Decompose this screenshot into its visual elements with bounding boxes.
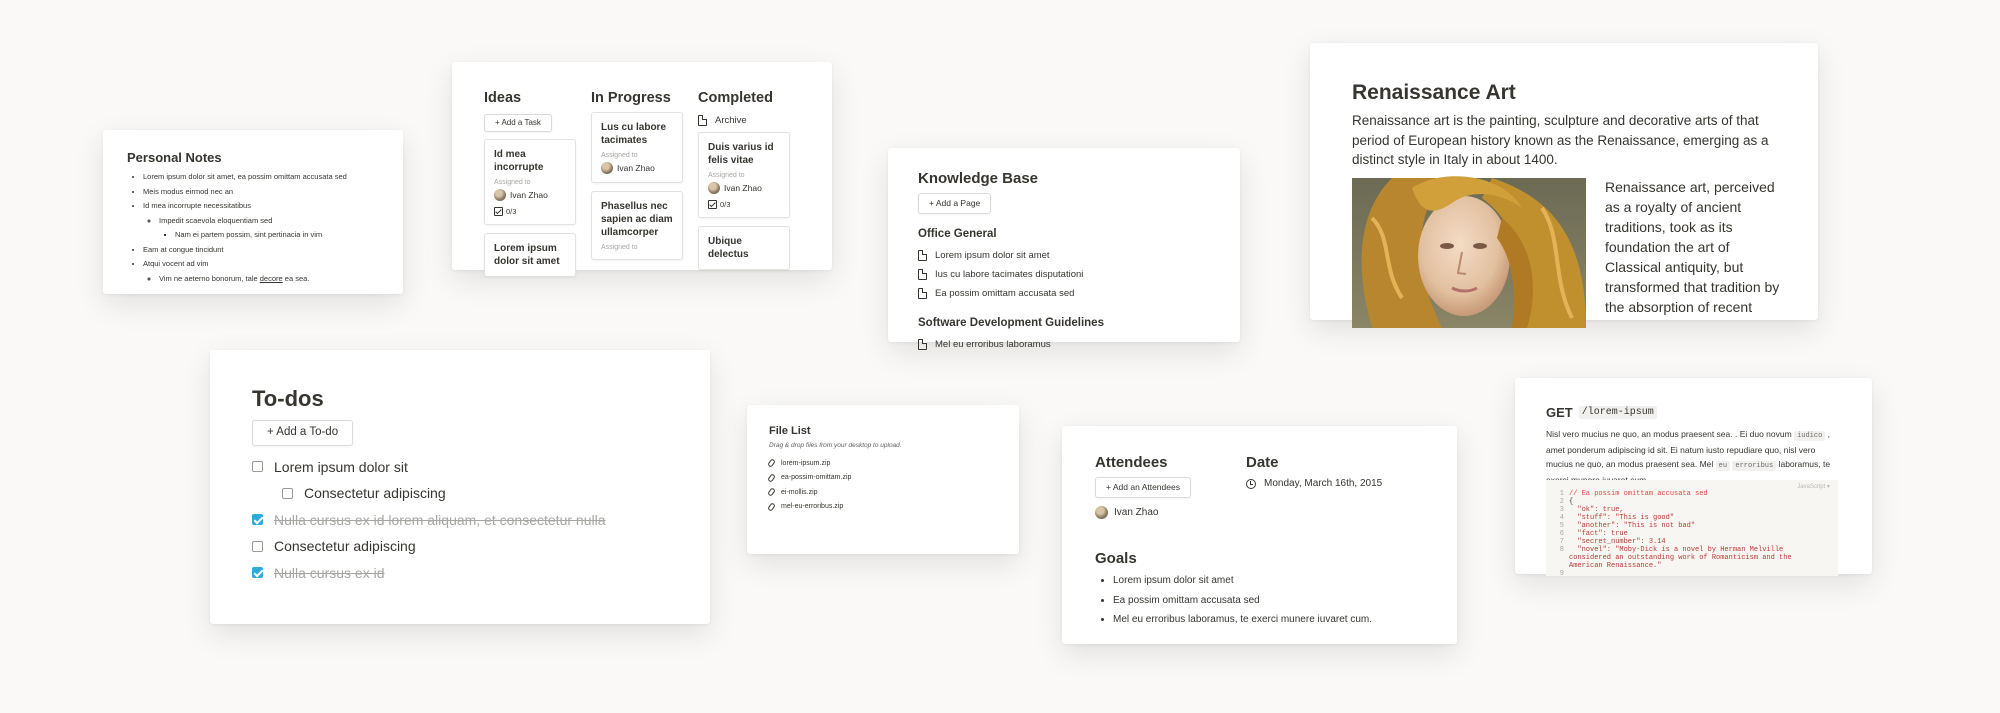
- code-line: American Renaissance.": [1569, 562, 1662, 570]
- assignee: Ivan Zhao: [708, 182, 780, 194]
- task-title: Duis varius id felis vitae: [708, 142, 774, 166]
- task-title: Ubique delectus: [708, 236, 749, 260]
- todo-text[interactable]: Nulla cursus ex id lorem aliquam, et consectetur nulla: [274, 511, 606, 528]
- date-value[interactable]: Monday, March 16th, 2015: [1246, 478, 1382, 489]
- meeting-notes-card: [1062, 426, 1457, 644]
- section-title: Office General: [918, 227, 997, 240]
- list-item: • Ea possim omittam accusata sed: [1113, 591, 1425, 611]
- checkbox-icon: [708, 200, 717, 209]
- file-list-card: [747, 405, 1019, 554]
- checklist-count: 0/3: [708, 200, 780, 209]
- todo-checkbox[interactable]: [282, 488, 293, 499]
- task-card[interactable]: [484, 139, 576, 225]
- date-title: Date: [1246, 454, 1279, 471]
- todo-text[interactable]: Consectetur adipiscing: [304, 485, 446, 502]
- add-task-button[interactable]: + Add a Task: [484, 114, 552, 132]
- goals-section: [1095, 550, 1425, 630]
- task-title: Lorem ipsum dolor sit amet: [494, 243, 560, 267]
- task-card[interactable]: [591, 191, 683, 260]
- assignee: Ivan Zhao: [494, 189, 566, 201]
- column-title: In Progress: [591, 90, 671, 106]
- todo-text[interactable]: Nulla cursus ex id: [274, 564, 385, 581]
- code-line: 3 "ok": true,: [1559, 506, 1624, 514]
- code-line: 6 "fact": true: [1559, 530, 1628, 538]
- task-title: Lus cu labore tacimates: [601, 122, 667, 146]
- todo-text[interactable]: Lorem ipsum dolor sit: [274, 458, 408, 475]
- todos-card: [210, 350, 710, 624]
- add-page-button[interactable]: + Add a Page: [918, 193, 991, 214]
- checkbox-icon: [494, 207, 503, 216]
- kanban-column-completed: [698, 90, 790, 278]
- upload-hint: Drag & drop files from your desktop to upload.: [769, 442, 902, 449]
- personal-notes-card: [103, 130, 403, 294]
- assignee: Ivan Zhao: [601, 162, 673, 174]
- code-line: 9: [1559, 570, 1564, 578]
- article-lead: Renaissance art is the painting, sculpture and decorative arts of that period of European history known as the Renaissance, emerging as a distinct style in Italy in about 1400.: [1352, 113, 1769, 167]
- page-icon: [918, 250, 927, 261]
- list-item: • Eam at congue tincidunt: [143, 243, 379, 258]
- add-todo-button[interactable]: + Add a To-do: [252, 420, 353, 446]
- archive-link[interactable]: Archive: [698, 112, 790, 128]
- notes-list: [127, 170, 379, 286]
- list-item: • Meis modus eirmod nec an: [143, 185, 379, 200]
- paperclip-icon: [767, 459, 776, 468]
- page-icon: [698, 115, 707, 126]
- article-column-text: Renaissance art, perceived as a royalty of ancient traditions, took as its foundation the art of Classical antiquity, but transformed that tradition by the absorption of recent: [1605, 179, 1780, 315]
- code-block: [1546, 480, 1838, 576]
- code-line: 7 "secret_number": 3.14: [1559, 538, 1666, 546]
- task-card[interactable]: [698, 226, 790, 270]
- page-link[interactable]: Ius cu labore tacimates disputationi: [918, 265, 1210, 284]
- kb-title: Knowledge Base: [918, 170, 1039, 187]
- page-icon: [918, 269, 927, 280]
- paperclip-icon: [767, 502, 776, 511]
- attendees-title: Attendees: [1095, 454, 1168, 471]
- list-item: ◦ Impedit scaevola eloquentiam sed ▪ Nam ei partem possim, sint pertinacia in vim: [159, 214, 379, 243]
- assigned-label: Assigned to: [601, 244, 638, 251]
- goals-list: [1095, 571, 1425, 630]
- page-link[interactable]: Mel eu erroribus laboramus: [918, 335, 1210, 354]
- todo-text[interactable]: Consectetur adipiscing: [274, 538, 416, 555]
- avatar: [1095, 506, 1108, 519]
- http-method: GET: [1546, 405, 1573, 420]
- task-title: Id mea incorrupte: [494, 149, 544, 173]
- api-docs-card: [1515, 378, 1872, 578]
- file-item[interactable]: ei-mollis.zip: [769, 485, 997, 500]
- todo-checkbox-checked[interactable]: [252, 514, 263, 525]
- todo-checkbox-checked[interactable]: [252, 567, 263, 578]
- column-title: Ideas: [484, 90, 522, 106]
- file-item[interactable]: mel-eu-erroribus.zip: [769, 500, 997, 515]
- code-line: 4 "stuff": "This is good": [1559, 514, 1675, 522]
- file-item[interactable]: ea-possim-omittam.zip: [769, 471, 997, 486]
- avatar: [708, 182, 720, 194]
- endpoint-header: [1546, 405, 1841, 420]
- personal-notes-title: Personal Notes: [127, 150, 222, 165]
- assigned-label: Assigned to: [601, 152, 638, 159]
- page-icon: [918, 288, 927, 299]
- file-item[interactable]: lorem-ipsum.zip: [769, 456, 997, 471]
- todo-item: [252, 560, 668, 587]
- todo-item: [252, 480, 668, 507]
- section-title: Software Development Guidelines: [918, 316, 1104, 329]
- language-selector[interactable]: JavaScript ▾: [1797, 484, 1830, 490]
- renaissance-art-card: [1310, 43, 1818, 320]
- file-list-title: File List: [769, 425, 811, 437]
- list-item: • Mel eu erroribus laboramus, te exerci munere iuvaret cum.: [1113, 610, 1425, 630]
- code-line: 5 "another": "This is not bad": [1559, 522, 1696, 530]
- task-card[interactable]: [591, 112, 683, 183]
- todo-item: [252, 507, 668, 534]
- date-section: [1246, 454, 1382, 489]
- page-link[interactable]: Lorem ipsum dolor sit amet: [918, 246, 1210, 265]
- paperclip-icon: [767, 488, 776, 497]
- list-item: • Atqui vocent ad vim ◦ Vim ne aeterno bonorum, tale decore ea sea.: [143, 257, 379, 286]
- list-item: • Lorem ipsum dolor sit amet: [1113, 571, 1425, 591]
- avatar: [494, 189, 506, 201]
- endpoint-description: Nisl vero mucius ne quo, an modus praesent sea. . Ei duo novum iudico , amet ponderum adipiscing id sit. Ei natum iusto repudiare quo, nisl vero mucius ne quo, an modus praesent sea. Mel eu erroribus laboramus, te: [1546, 429, 1831, 470]
- list-item: ◦ Vim ne aeterno bonorum, tale decore ea sea.: [159, 272, 379, 287]
- todos-title: To-dos: [252, 386, 324, 411]
- task-card[interactable]: [698, 132, 790, 218]
- kanban-column-in-progress: [591, 90, 683, 268]
- code-line: considered an outstanding work of Romanticism and the: [1569, 554, 1792, 562]
- article-title: Renaissance Art: [1352, 81, 1516, 104]
- clock-icon: [1246, 479, 1256, 489]
- kanban-board-card: [452, 62, 832, 270]
- column-title: Completed: [698, 90, 773, 106]
- list-item: ▪ Nam ei partem possim, sint pertinacia in vim: [175, 228, 379, 243]
- todo-checkbox[interactable]: [252, 541, 263, 552]
- page-link[interactable]: Ea possim omittam accusata sed: [918, 284, 1210, 303]
- venus-painting-image: [1352, 178, 1586, 328]
- avatar: [601, 162, 613, 174]
- paperclip-icon: [767, 473, 776, 482]
- task-title: Phasellus nec sapien ac diam ullamcorper: [601, 201, 673, 238]
- todo-item: [252, 454, 668, 481]
- page-icon: [918, 339, 927, 350]
- assigned-label: Assigned to: [708, 172, 745, 179]
- list-item: • Id mea incorrupte necessitatibus ◦ Impedit scaevola eloquentiam sed ▪ Nam ei partem possim, sint pertinacia in vim: [143, 199, 379, 243]
- attendee[interactable]: Ivan Zhao: [1095, 506, 1191, 519]
- kanban-column-ideas: [484, 90, 576, 285]
- add-attendee-button[interactable]: + Add an Attendees: [1095, 477, 1191, 498]
- todo-item: [252, 533, 668, 560]
- checklist-count: 0/3: [494, 207, 566, 216]
- list-item: • Lorem ipsum dolor sit amet, ea possim omittam accusata sed: [143, 170, 379, 185]
- todo-checkbox[interactable]: [252, 461, 263, 472]
- assigned-label: Assigned to: [494, 179, 531, 186]
- code-line: 8 "novel": "Moby-Dick is a novel by Herman Melville: [1559, 546, 1784, 554]
- endpoint-path: /lorem-ipsum: [1579, 406, 1657, 419]
- code-line: 1 // Ea possim omittam accusata sed: [1559, 490, 1708, 498]
- goals-title: Goals: [1095, 550, 1137, 567]
- knowledge-base-card: [888, 148, 1240, 350]
- task-card[interactable]: [484, 233, 576, 277]
- code-line: 2 {: [1559, 498, 1574, 506]
- underlined-word: decore: [259, 273, 283, 283]
- attendees-section: [1095, 454, 1191, 519]
